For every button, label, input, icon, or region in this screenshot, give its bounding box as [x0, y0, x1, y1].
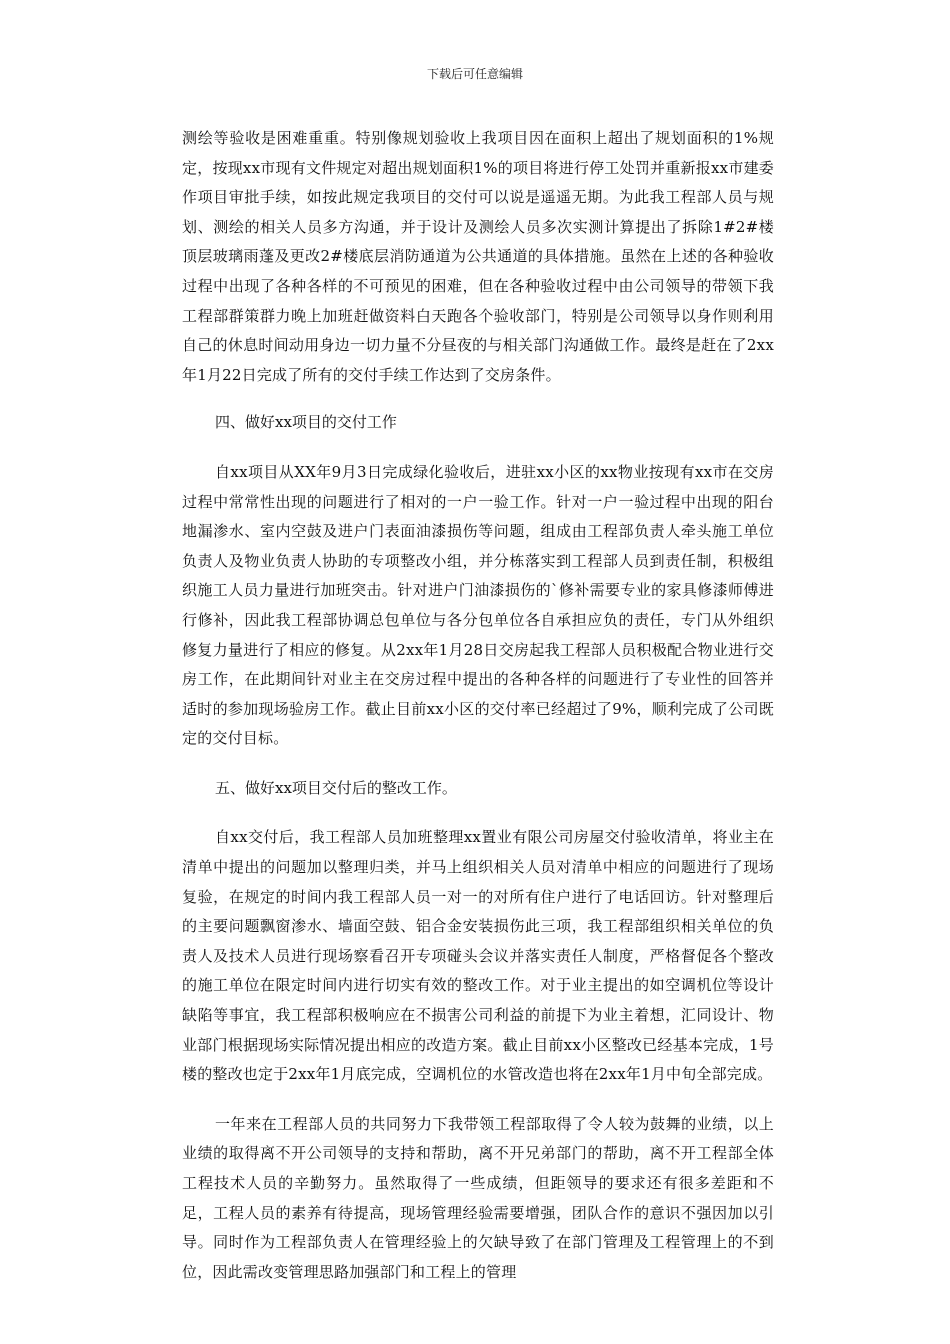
paragraph-delivery-work: 自xx项目从XX年9月3日完成绿化验收后，进驻xx小区的xx物业按现有xx市在交房过程中常常性出现的问题进行了相对的一户一验工作。针对一户一验过程中出现的阳台地漏渗水、室内空鼓及进户门表面油漆损伤等问题，组成由工程部负责人牵头施工单位负责人及物业负责人协助的专项整改小组，并分栋落实到工程部人员到责任制，积极组织施工人员力量进行加班突击。针对进户门油漆损伤的`修补需要专业的家具修漆师傅进行修补，因此我工程部协调总包单位与各分包单位各自承担应负的责任，专门从外组织修复力量进行了相应的修复。从2xx年1月28日交房起我工程部人员积极配合物业进行交房工作，在此期间针对业主在交房过程中提出的各种各样的问题进行了专业性的回答并适时的参加现场验房工作。截止目前xx小区的交付率已经超过了9%，顺利完成了公司既定的交付目标。: [182, 462, 774, 748]
section-heading-delivery: 四、做好xx项目的交付工作: [215, 413, 397, 432]
paragraph-rectification-work: 自xx交付后，我工程部人员加班整理xx置业有限公司房屋交付验收清单，将业主在清单中提出的问题加以整理归类，并马上组织相关人员对清单中相应的问题进行了现场复验，在规定的时间内我工程部人员一对一的对所有住户进行了电话回访。针对整理后的主要问题飘窗渗水、墙面空鼓、铝合金安装损伤此三项，我工程部组织相关单位的负责人及技术人员进行现场察看召开专项碰头会议并落实责任人制度，严格督促各个整改的施工单位在限定时间内进行切实有效的整改工作。对于业主提出的如空调机位等设计缺陷等事宜，我工程部积极响应在不损害公司利益的前提下为业主着想，汇同设计、物业部门根据现场实际情况提出相应的改造方案。截止目前xx小区整改已经基本完成，1号楼的整改也定于2xx年1月底完成，空调机位的水管改造也将在2xx年1月中旬全部完成。: [182, 828, 774, 1084]
paragraph-annual-summary: 一年来在工程部人员的共同努力下我带领工程部取得了令人较为鼓舞的业绩，以上业绩的取得离不开公司领导的支持和帮助，离不开兄弟部门的帮助，离不开工程部全体工程技术人员的辛勤努力。虽然取得了一些成绩，但距领导的要求还有很多差距和不足，工程人员的素养有待提高，现场管理经验需要增强，团队合作的意识不强因加以引导。同时作为工程部负责人在管理经验上的欠缺导致了在部门管理及工程管理上的不到位，因此需改变管理思路加强部门和工程上的管理: [182, 1114, 774, 1281]
paragraph-acceptance-difficulties: 测绘等验收是困难重重。特别像规划验收上我项目因在面积上超出了规划面积的1%规定，按现xx市现有文件规定对超出规划面积1%的项目将进行停工处罚并重新报xx市建委作项目审批手续，如按此规定我项目的交付可以说是遥遥无期。为此我工程部人员与规划、测绘的相关人员多方沟通，并于设计及测绘人员多次实测计算提出了拆除1#2#楼顶层玻璃雨蓬及更改2#楼底层消防通道为公共通道的具体措施。虽然在上述的各种验收过程中出现了各种各样的不可预见的困难，但在各种验收过程中由公司领导的带领下我工程部群策群力晚上加班赶做资料白天跑各个验收部门，特别是公司领导以身作则利用自己的休息时间动用身边一切力量不分昼夜的与相关部门沟通做工作。最终是赶在了2xx年1月22日完成了所有的交付手续工作达到了交房条件。: [182, 129, 774, 384]
section-heading-rectification: 五、做好xx项目交付后的整改工作。: [215, 778, 457, 797]
page-header-note: 下载后可任意编辑: [426, 67, 523, 81]
document-body: [182, 124, 774, 1287]
